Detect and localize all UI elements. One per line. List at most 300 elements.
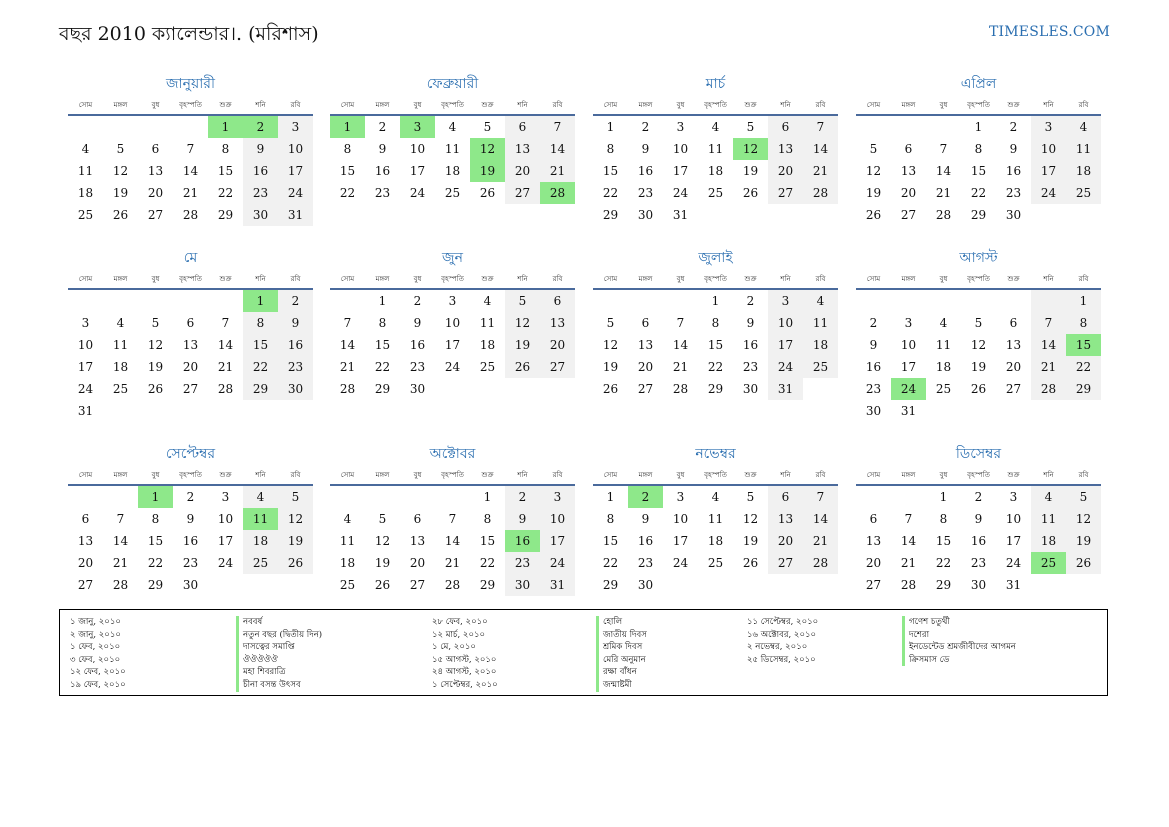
day-cell: 3 [448,294,457,308]
weekday-label: সোম [866,471,881,479]
weekday-label: সোম [78,275,93,283]
day-cell: 9 [869,338,878,352]
legend-date: ১৯ ফেব, ২০১০ [70,679,126,690]
day-cell: 26 [970,382,987,396]
day-cell: 27 [768,182,803,204]
day-grid [856,486,1101,596]
day-cell: 28 [672,382,689,396]
day-cell: 28 [112,578,129,592]
day-cell: 28 [182,208,199,222]
weekday-label: শুক্র [481,101,494,109]
day-cell: 9 [1009,142,1018,156]
day-cell: 31 [278,204,313,226]
day-cell: 10 [672,512,689,526]
day-cell: 7 [343,316,352,330]
day-cell: 9 [641,512,650,526]
day-cell: 4 [711,490,720,504]
day-cell: 12 [147,338,164,352]
day-cell: 9 [641,142,650,156]
weekday-label: রবি [815,471,826,479]
day-cell: 26 [374,578,391,592]
weekday-label: মঙ্গল [375,471,390,479]
day-cell: 28 [935,208,952,222]
day-cell: 31 [540,574,575,596]
day-cell: 23 [374,186,391,200]
holiday-day-cell: 1 [208,116,243,138]
day-cell: 4 [1066,116,1101,138]
legend-date: ১ ফেব, ২০১০ [70,642,121,653]
day-grid [330,116,575,204]
day-cell: 27 [77,578,94,592]
day-cell: 20 [147,186,164,200]
weekday-label: সোম [603,101,618,109]
empty-day-cell [68,116,103,138]
weekday-header [856,466,1101,486]
day-cell: 1 [1066,290,1101,312]
day-cell: 22 [217,186,234,200]
holiday-day-cell: 2 [243,116,278,138]
day-cell: 28 [803,182,838,204]
day-cell: 16 [637,164,654,178]
day-cell: 17 [409,164,426,178]
legend-holiday-name: নতুন বছর (দ্বিতীয় দিন) [243,629,323,640]
weekday-label: সোম [866,275,881,283]
day-cell: 2 [746,294,755,308]
empty-day-cell [926,116,961,138]
day-cell: 16 [182,534,199,548]
month-name: ডিসেম্বর [955,446,1002,462]
day-cell: 31 [1005,578,1022,592]
weekday-label: বুধ [676,101,685,109]
day-cell: 18 [1031,530,1066,552]
empty-day-cell [330,290,365,312]
weekday-label: শুক্র [481,275,494,283]
day-cell: 2 [641,120,650,134]
legend-holiday-name: দাসত্বের সমাপ্তি [243,642,295,653]
weekday-label: সোম [340,275,355,283]
holiday-day-cell: 28 [540,182,575,204]
day-cell: 11 [444,142,461,156]
day-cell: 15 [217,164,234,178]
day-cell: 6 [1009,316,1018,330]
day-cell: 18 [935,360,952,374]
day-cell: 9 [378,142,387,156]
day-cell: 5 [278,486,313,508]
holiday-day-cell: 19 [470,160,505,182]
day-cell: 26 [602,382,619,396]
empty-day-cell [138,290,173,312]
day-cell: 22 [970,186,987,200]
empty-day-cell [891,486,926,508]
weekday-label: শনি [780,275,791,283]
day-cell: 12 [602,338,619,352]
weekday-label: রবি [552,471,563,479]
weekday-header [593,466,838,486]
weekday-label: বৃহস্পতি [441,471,464,479]
day-cell: 7 [803,116,838,138]
weekday-label: শুক্র [1007,471,1020,479]
day-cell: 29 [374,382,391,396]
day-cell: 27 [900,208,917,222]
weekday-label: বুধ [151,275,160,283]
day-cell: 8 [711,316,720,330]
legend-dates-2 [432,616,498,692]
holiday-day-cell: 24 [891,378,926,400]
month-calendar [856,444,1101,596]
day-cell: 24 [672,556,689,570]
holiday-day-cell: 15 [1066,334,1101,356]
day-cell: 7 [803,486,838,508]
day-cell: 6 [768,116,803,138]
day-cell: 4 [343,512,352,526]
weekday-label: বুধ [676,275,685,283]
day-cell: 23 [637,556,654,570]
legend-dates-1 [70,616,126,692]
day-cell: 4 [448,120,457,134]
day-cell: 5 [974,316,983,330]
day-cell: 4 [711,120,720,134]
empty-day-cell [103,486,138,508]
day-cell: 11 [707,512,724,526]
day-cell: 17 [540,530,575,552]
weekday-label: মঙ্গল [638,101,653,109]
day-cell: 16 [374,164,391,178]
day-cell: 14 [540,138,575,160]
weekday-header [68,96,313,116]
weekday-header [330,270,575,290]
day-cell: 6 [869,512,878,526]
day-cell: 27 [637,382,654,396]
day-cell: 15 [339,164,356,178]
day-cell: 18 [339,556,356,570]
empty-day-cell [103,290,138,312]
weekday-label: রবি [1078,101,1089,109]
day-cell: 5 [606,316,615,330]
day-cell: 8 [939,512,948,526]
day-cell: 29 [147,578,164,592]
day-cell: 20 [409,556,426,570]
day-cell: 15 [602,164,619,178]
month-calendar [856,248,1101,422]
day-cell: 20 [77,556,94,570]
legend-names-3 [902,616,1016,666]
legend-holiday-name: ঔঔঔঔঔ [243,654,278,665]
day-cell: 17 [900,360,917,374]
day-cell: 20 [182,360,199,374]
weekday-label: মঙ্গল [638,275,653,283]
day-cell: 13 [505,138,540,160]
day-cell: 2 [186,490,195,504]
weekday-label: সোম [603,275,618,283]
day-cell: 9 [186,512,195,526]
day-cell: 30 [505,574,540,596]
day-cell: 29 [602,578,619,592]
empty-day-cell [891,290,926,312]
day-cell: 3 [768,290,803,312]
day-cell: 27 [1005,382,1022,396]
day-cell: 27 [182,382,199,396]
day-cell: 11 [707,142,724,156]
day-cell: 26 [1066,552,1101,574]
day-cell: 14 [672,338,689,352]
day-cell: 10 [672,142,689,156]
day-cell: 2 [869,316,878,330]
day-cell: 4 [483,294,492,308]
day-cell: 21 [339,360,356,374]
month-calendar [330,74,575,204]
day-cell: 18 [707,534,724,548]
weekday-label: সোম [866,101,881,109]
day-cell: 11 [935,338,952,352]
weekday-label: শনি [1043,275,1054,283]
day-cell: 20 [637,360,654,374]
day-cell: 19 [112,186,129,200]
day-cell: 12 [1066,508,1101,530]
weekday-label: শনি [517,471,528,479]
empty-day-cell [103,116,138,138]
weekday-label: শুক্র [744,101,757,109]
day-cell: 19 [1066,530,1101,552]
day-cell: 26 [112,208,129,222]
day-cell: 9 [243,138,278,160]
day-grid [68,486,313,596]
day-cell: 10 [1031,138,1066,160]
day-cell: 19 [147,360,164,374]
day-cell: 3 [676,490,685,504]
day-cell: 25 [935,382,952,396]
day-cell: 5 [505,290,540,312]
day-grid [330,486,575,596]
day-cell: 13 [768,508,803,530]
day-cell: 30 [970,578,987,592]
day-cell: 26 [742,186,759,200]
holiday-day-cell: 12 [733,138,768,160]
day-cell: 12 [374,534,391,548]
day-cell: 13 [147,164,164,178]
day-cell: 24 [278,182,313,204]
day-cell: 5 [378,512,387,526]
day-cell: 25 [112,382,129,396]
day-cell: 30 [182,578,199,592]
day-cell: 22 [339,186,356,200]
day-cell: 30 [243,204,278,226]
day-cell: 7 [939,142,948,156]
day-cell: 16 [865,360,882,374]
weekday-label: শুক্র [744,471,757,479]
day-grid [68,290,313,422]
day-cell: 25 [707,556,724,570]
month-calendar [856,74,1101,226]
month-name: জানুয়ারী [166,76,215,92]
day-cell: 24 [77,382,94,396]
day-cell: 7 [448,512,457,526]
day-cell: 29 [479,578,496,592]
day-cell: 8 [378,316,387,330]
day-cell: 14 [803,138,838,160]
holiday-day-cell: 1 [243,290,278,312]
weekday-label: বুধ [939,275,948,283]
legend-date: ১২ ফেব, ২০১০ [70,667,126,678]
legend-date: ২ নভেম্বর, ২০১০ [747,642,808,653]
day-cell: 1 [606,490,615,504]
site-link[interactable]: TIMESLES.COM [989,24,1110,40]
weekday-header [68,466,313,486]
legend-date: ১ মে, ২০১০ [432,642,476,653]
legend-names-2 [596,616,647,692]
month-calendar [330,248,575,400]
weekday-label: রবি [1078,471,1089,479]
empty-day-cell [208,290,243,312]
day-cell: 2 [505,486,540,508]
day-cell: 8 [606,512,615,526]
day-cell: 25 [77,208,94,222]
weekday-label: সোম [340,101,355,109]
empty-day-cell [996,290,1031,312]
day-cell: 18 [707,164,724,178]
day-cell: 29 [1066,378,1101,400]
day-cell: 14 [339,338,356,352]
day-cell: 16 [742,338,759,352]
day-cell: 10 [444,316,461,330]
day-cell: 19 [742,534,759,548]
legend-dates-3 [747,616,818,666]
day-cell: 3 [676,120,685,134]
day-cell: 21 [803,160,838,182]
empty-day-cell [856,290,891,312]
legend-date: ২৮ ফেব, ২০১০ [432,617,488,627]
day-cell: 1 [483,490,492,504]
empty-day-cell [891,116,926,138]
day-cell: 18 [77,186,94,200]
day-cell: 11 [339,534,356,548]
day-cell: 25 [339,578,356,592]
empty-day-cell [330,486,365,508]
day-cell: 27 [147,208,164,222]
day-cell: 15 [147,534,164,548]
weekday-label: বৃহস্পতি [179,471,202,479]
day-cell: 19 [374,556,391,570]
day-cell: 8 [606,142,615,156]
empty-day-cell [856,486,891,508]
weekday-label: বুধ [151,471,160,479]
day-cell: 24 [217,556,234,570]
weekday-label: বুধ [413,101,422,109]
holiday-day-cell: 25 [1031,552,1066,574]
day-cell: 17 [1005,534,1022,548]
day-cell: 30 [742,382,759,396]
day-cell: 8 [221,142,230,156]
day-cell: 27 [768,552,803,574]
month-calendar [330,444,575,596]
weekday-label: শুক্র [219,471,232,479]
weekday-label: শুক্র [219,101,232,109]
month-calendar [593,444,838,596]
weekday-header [330,96,575,116]
day-grid [68,116,313,226]
day-cell: 13 [77,534,94,548]
month-calendar [68,444,313,596]
day-cell: 27 [540,356,575,378]
day-cell: 28 [339,382,356,396]
day-cell: 6 [151,142,160,156]
month-name: ফেব্রুয়ারী [426,76,479,92]
legend-holiday-name: মেরি অনুমান [603,654,646,665]
day-cell: 19 [970,360,987,374]
month-name: এপ্রিল [960,76,997,92]
day-cell: 5 [483,120,492,134]
month-name: অক্টোবর [429,446,476,462]
empty-day-cell [138,116,173,138]
day-cell: 9 [746,316,755,330]
day-cell: 31 [77,404,94,418]
day-cell: 23 [505,552,540,574]
day-cell: 24 [444,360,461,374]
day-cell: 27 [505,182,540,204]
day-cell: 21 [444,556,461,570]
day-cell: 23 [1005,186,1022,200]
day-cell: 12 [278,508,313,530]
day-cell: 4 [81,142,90,156]
legend-date: ২ জানু, ২০১০ [70,629,121,640]
day-cell: 18 [1066,160,1101,182]
day-grid [856,290,1101,422]
day-cell: 26 [278,552,313,574]
day-cell: 6 [505,116,540,138]
day-cell: 3 [904,316,913,330]
month-calendar [593,74,838,226]
weekday-label: সোম [340,471,355,479]
day-cell: 17 [672,164,689,178]
empty-day-cell [68,486,103,508]
day-cell: 14 [182,164,199,178]
day-cell: 13 [1005,338,1022,352]
day-cell: 1 [939,490,948,504]
weekday-label: শনি [255,101,266,109]
day-cell: 21 [217,360,234,374]
day-cell: 18 [243,530,278,552]
day-cell: 29 [217,208,234,222]
holiday-day-cell: 3 [400,116,435,138]
day-cell: 6 [540,290,575,312]
empty-day-cell [856,116,891,138]
day-cell: 17 [1031,160,1066,182]
empty-day-cell [365,486,400,508]
day-cell: 12 [505,312,540,334]
day-cell: 12 [865,164,882,178]
day-cell: 22 [935,556,952,570]
weekday-label: বৃহস্পতি [179,101,202,109]
day-cell: 15 [602,534,619,548]
day-cell: 30 [865,404,882,418]
day-cell: 27 [409,578,426,592]
day-cell: 14 [217,338,234,352]
weekday-label: বৃহস্পতি [704,275,727,283]
day-cell: 31 [900,404,917,418]
weekday-label: বৃহস্পতি [179,275,202,283]
legend-names-1 [236,616,322,692]
day-cell: 26 [742,556,759,570]
day-cell: 28 [444,578,461,592]
day-cell: 10 [77,338,94,352]
day-cell: 8 [483,512,492,526]
day-cell: 7 [186,142,195,156]
weekday-label: বুধ [413,275,422,283]
weekday-label: বুধ [151,101,160,109]
day-cell: 23 [865,382,882,396]
legend-holiday-name: শ্রমিক দিবস [603,642,643,653]
day-cell: 20 [768,160,803,182]
day-cell: 20 [1005,360,1022,374]
